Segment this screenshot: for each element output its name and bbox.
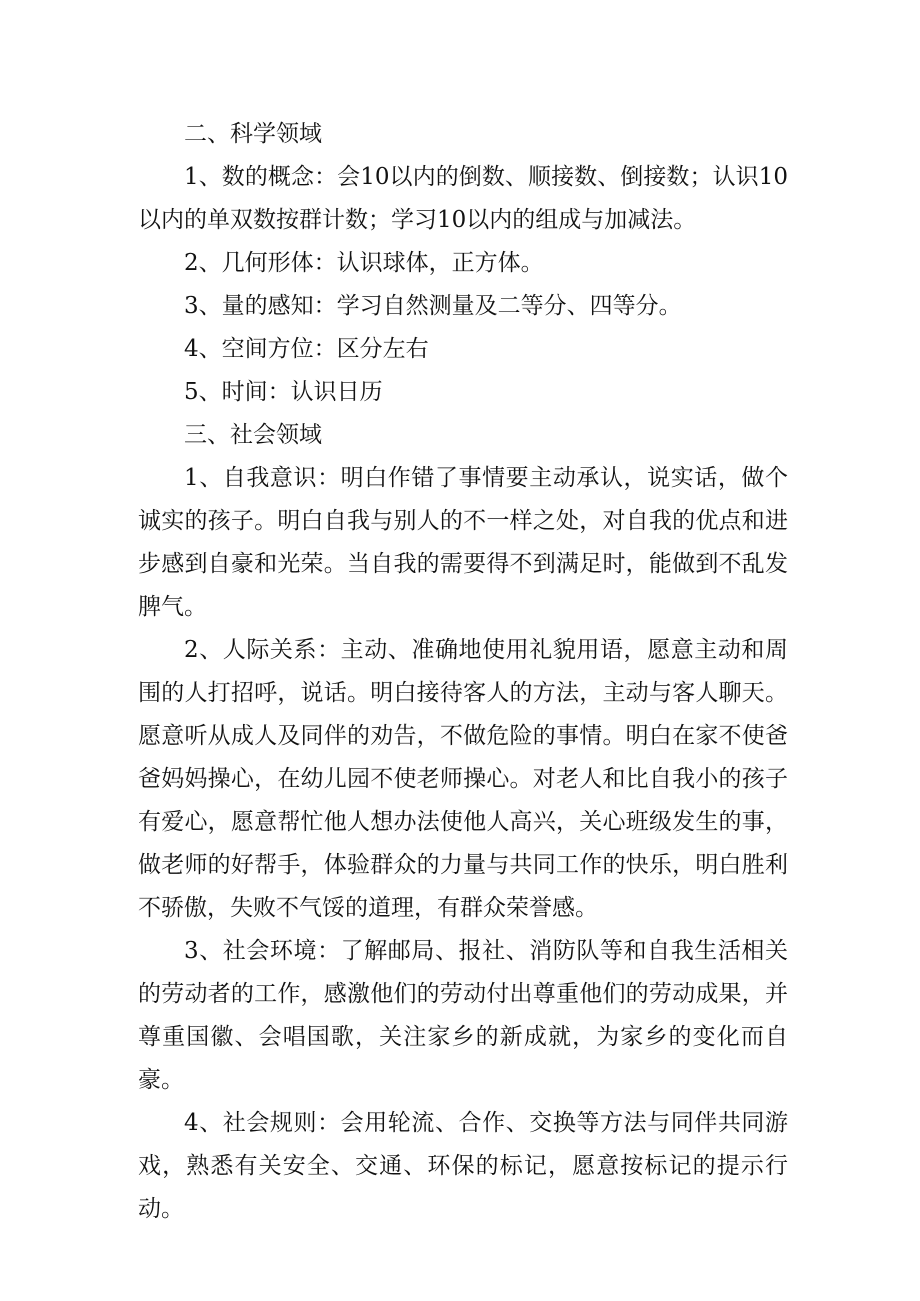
document-body — [138, 113, 788, 1231]
paragraph-social-environment: 3、社会环境：了解邮局、报社、消防队等和自我生活相关的劳动者的工作，感激他们的劳动付出尊重他们的劳动成果，并尊重国徽、会唱国歌，关注家乡的新成就，为家乡的变化而自豪。 — [138, 938, 788, 1093]
paragraph-self-awareness: 1、自我意识：明白作错了事情要主动承认，说实话，做个诚实的孩子。明白自我与别人的不一样之处，对自我的优点和进步感到自豪和光荣。当自我的需要得不到满足时，能做到不乱发脾气。 — [138, 465, 788, 620]
paragraph-social-rules: 4、社会规则：会用轮流、合作、交换等方法与同伴共同游戏，熟悉有关安全、交通、环保的标记，愿意按标记的提示行动。 — [138, 1110, 788, 1222]
paragraph-geometry: 2、几何形体：认识球体，正方体。 — [184, 250, 544, 276]
paragraph-number-concept: 1、数的概念：会10以内的倒数、顺接数、倒接数；认识10以内的单双数按群计数；学习10以内的组成与加减法。 — [138, 164, 788, 233]
paragraph-interpersonal: 2、人际关系：主动、准确地使用礼貌用语，愿意主动和周围的人打招呼，说话。明白接待客人的方法，主动与客人聊天。愿意听从成人及同伴的劝告，不做危险的事情。明白在家不使爸爸妈妈操心，在幼儿园不使老师操心。对老人和比自我小的孩子有爱心，愿意帮忙他人想办法使他人高兴，关心班级发生的事，做老师的好帮手，体验群众的力量与共同工作的快乐，明白胜利不骄傲，失败不气馁的道理，有群众荣誉感。 — [138, 637, 788, 921]
paragraph-time: 5、时间：认识日历 — [184, 379, 383, 405]
section-heading-social: 三、社会领域 — [184, 422, 322, 448]
paragraph-measurement: 3、量的感知：学习自然测量及二等分、四等分。 — [184, 293, 682, 319]
section-heading-science: 二、科学领域 — [184, 121, 322, 147]
paragraph-spatial-orientation: 4、空间方位：区分左右 — [184, 336, 429, 362]
